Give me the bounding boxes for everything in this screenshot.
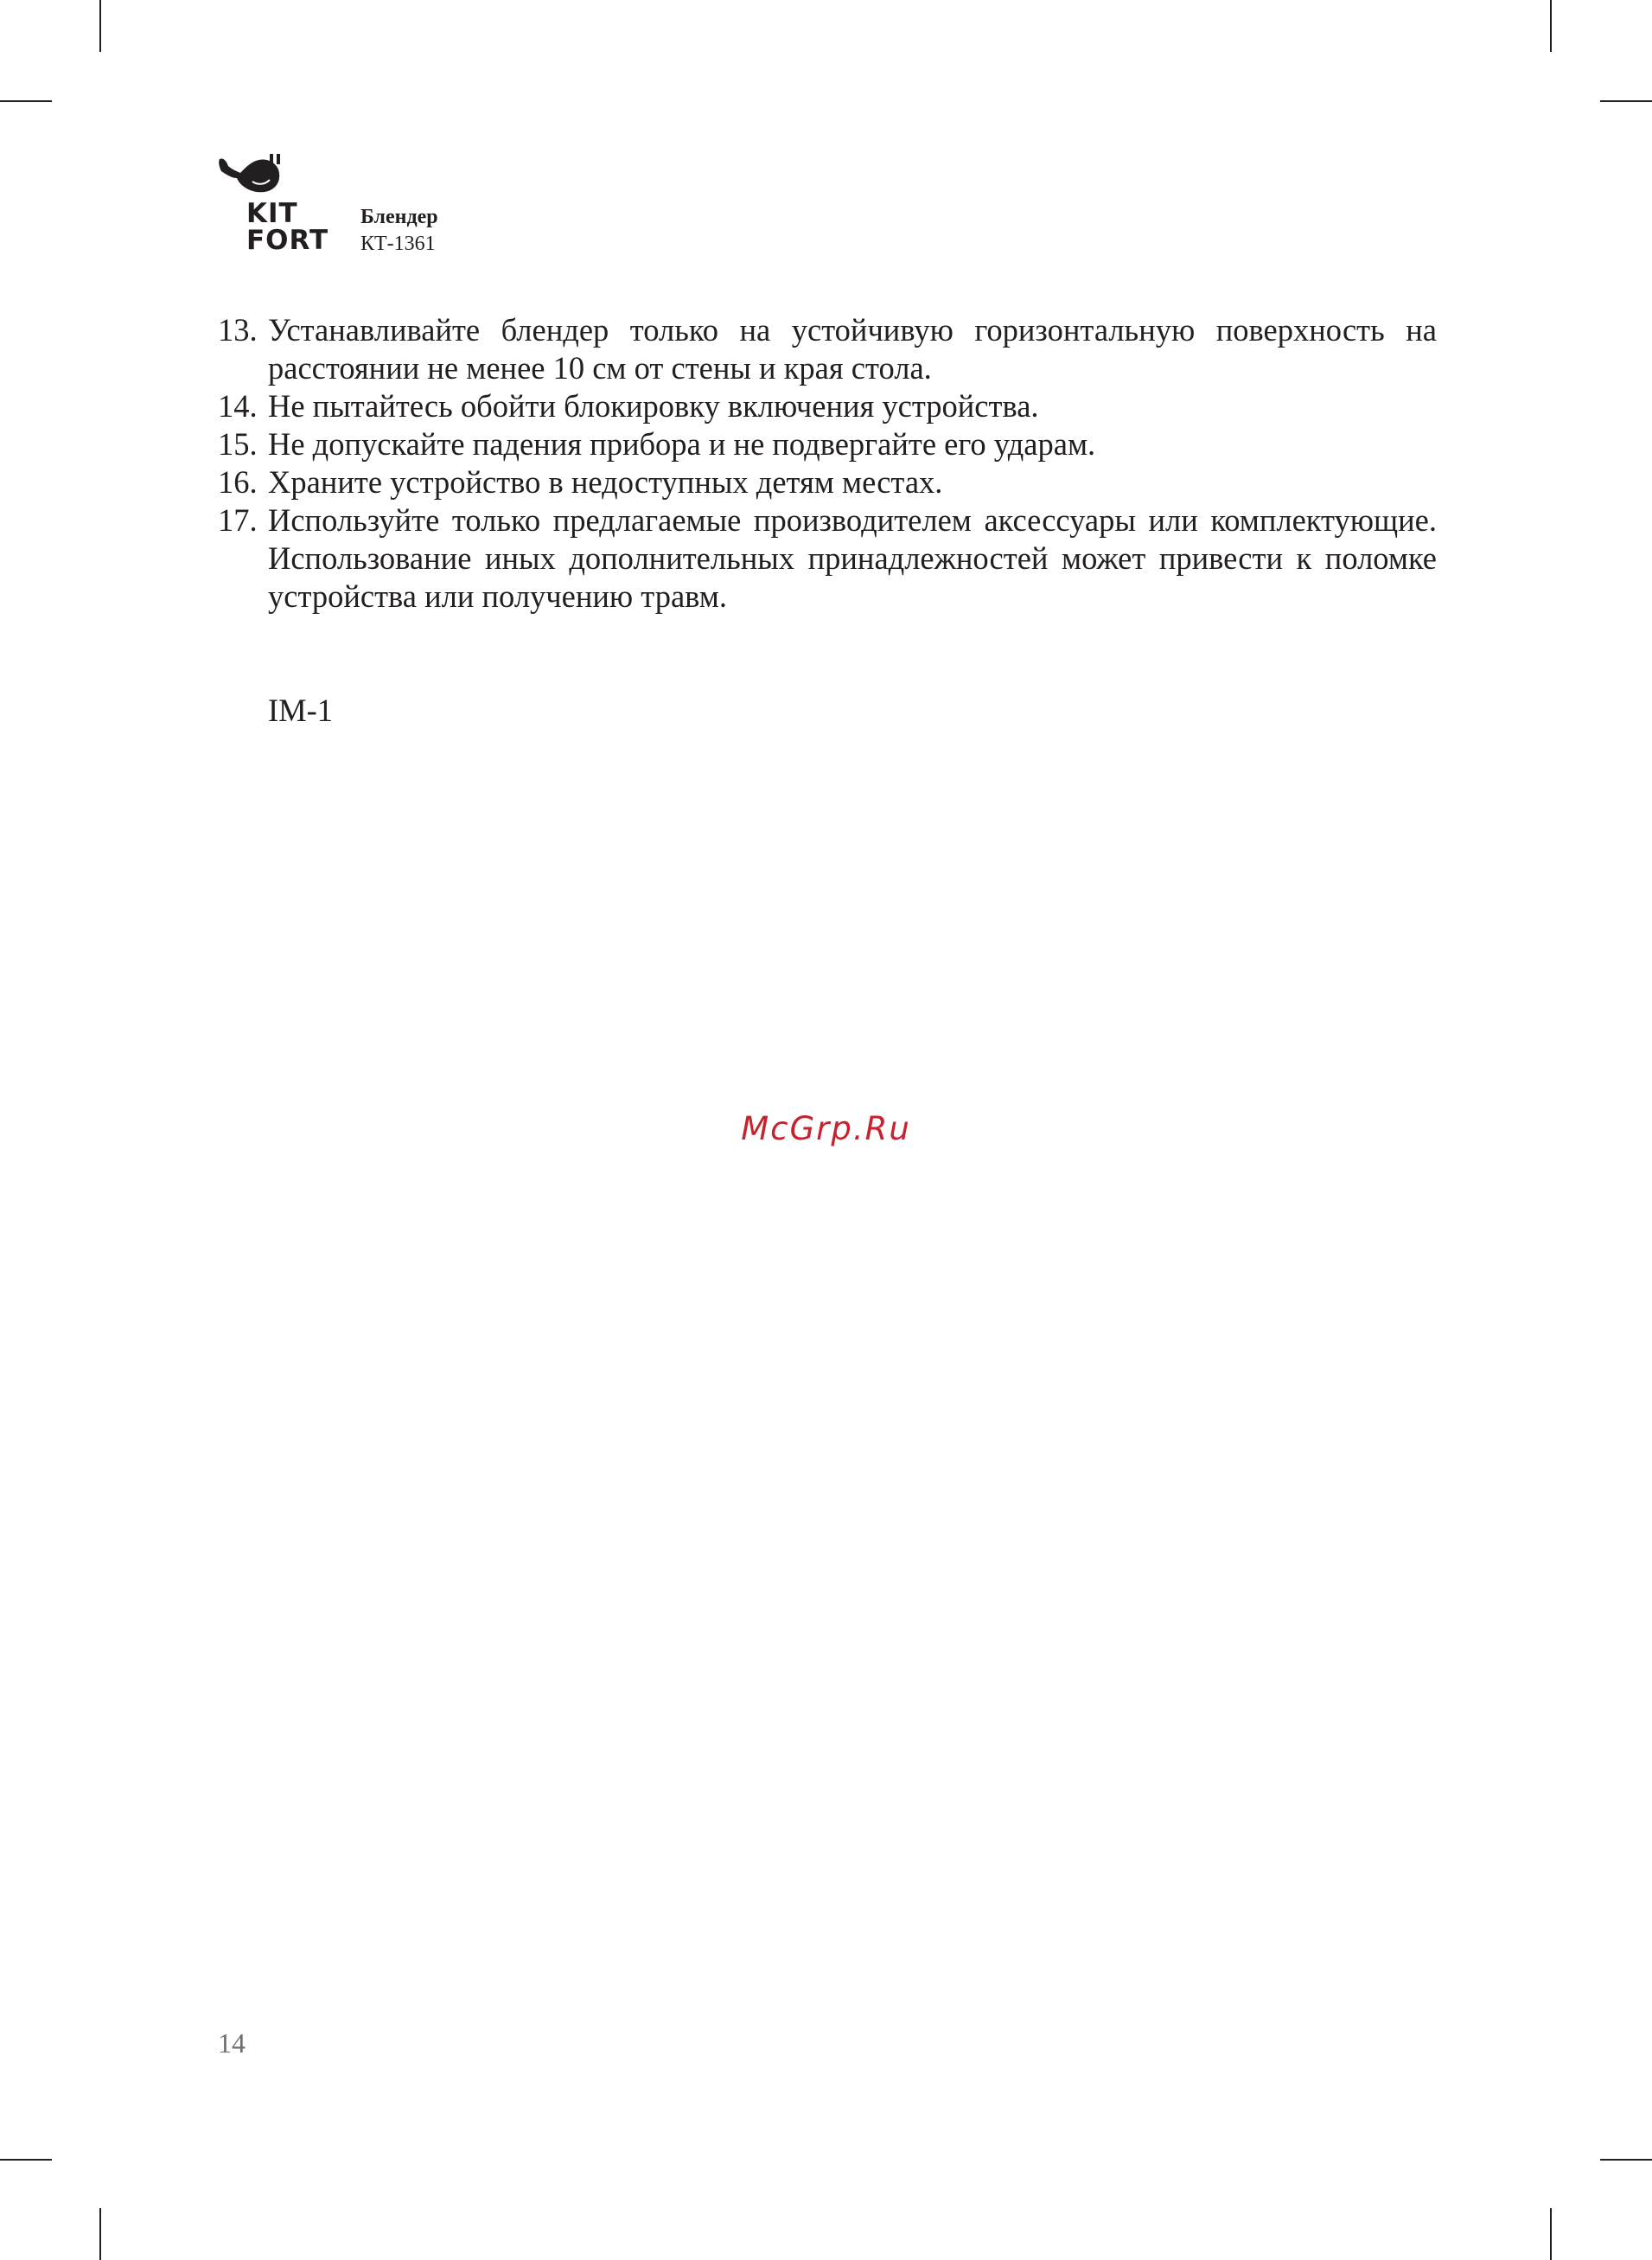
logo-line-2: FORT — [246, 225, 329, 256]
product-name: Блендер — [360, 206, 438, 228]
crop-mark-left-top — [0, 100, 52, 102]
item-text: Не допускайте падения прибора и не подвергайте его ударам. — [268, 426, 1096, 462]
list-item — [218, 425, 1437, 463]
crop-mark-bottom-right — [1550, 2208, 1552, 2260]
list-item — [218, 463, 1437, 501]
item-number: 14. — [218, 388, 258, 424]
item-text: Используйте только предлагаемые производителем аксессуары или комплектующие. Использование иных дополнительных принадлежностей может привести к поломке устройства или получению травм. — [268, 502, 1437, 614]
item-text: Не пытайтесь обойти блокировку включения устройства. — [268, 388, 1039, 424]
item-number: 17. — [218, 502, 258, 538]
item-text: Храните устройство в недоступных детям местах. — [268, 464, 943, 500]
product-model: КТ-1361 — [360, 233, 436, 255]
document-header — [218, 152, 546, 265]
safety-instructions-list — [218, 311, 1437, 616]
list-item — [218, 311, 1437, 387]
crop-mark-top-right — [1550, 0, 1552, 52]
crop-mark-bottom-left — [99, 2208, 101, 2260]
whale-plug-icon — [218, 152, 287, 200]
logo-wordmark — [246, 198, 329, 256]
page-number: 14 — [218, 2027, 246, 2059]
crop-mark-right-bottom — [1600, 2159, 1652, 2161]
item-text: Устанавливайте блендер только на устойчивую горизонтальную поверхность на расстоянии не менее 10 см от стены и края стола. — [268, 312, 1437, 386]
list-item — [218, 501, 1437, 616]
logo-line-1: KIT — [246, 198, 298, 229]
kitfort-logo — [218, 152, 329, 260]
list-item — [218, 387, 1437, 425]
crop-mark-top-left — [99, 0, 101, 52]
item-number: 13. — [218, 312, 258, 348]
watermark: McGrp.Ru — [741, 1110, 911, 1147]
item-number: 16. — [218, 464, 258, 500]
crop-mark-left-bottom — [0, 2159, 52, 2161]
crop-mark-right-top — [1600, 100, 1652, 102]
item-number: 15. — [218, 426, 258, 462]
document-code: IM-1 — [268, 693, 334, 728]
product-info — [360, 204, 438, 258]
